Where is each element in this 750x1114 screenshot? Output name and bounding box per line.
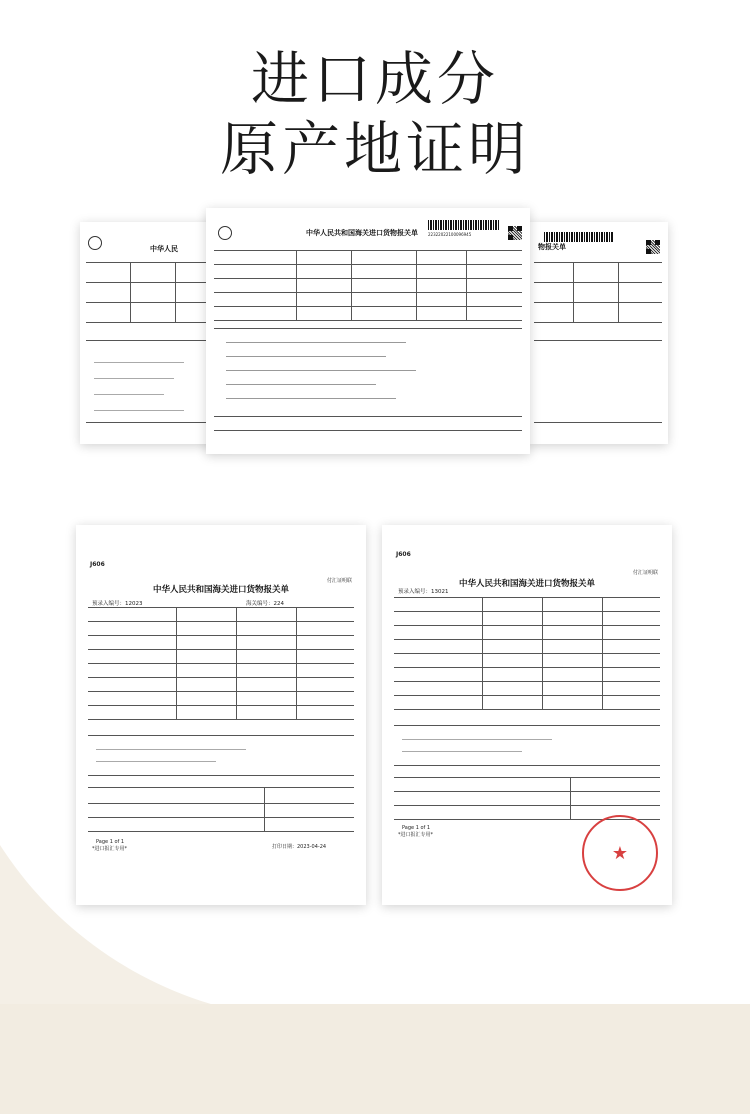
customs-doc-bottom-left — [76, 525, 366, 905]
customs-logo-icon — [88, 236, 102, 250]
doc-footer: *进口报汇专用* — [92, 846, 128, 852]
pre-entry-number: 预录入编号：12023 — [92, 601, 143, 607]
doc-code: J606 — [396, 551, 411, 558]
doc-title: 中华人民共和国海关进口货物报关单 — [458, 579, 595, 589]
barcode-icon — [428, 220, 500, 230]
qr-code-icon — [646, 240, 660, 254]
doc-title-center: 中华人民共和国海关进口货物报关单 — [306, 229, 418, 237]
copy-label: 付汇证明联 — [326, 578, 352, 584]
background-bottom-band — [0, 1004, 750, 1114]
seal-star-icon: ★ — [611, 842, 629, 864]
doc-title-left: 中华人民 — [150, 245, 178, 253]
qr-code-icon — [508, 226, 522, 240]
customs-doc-top-center — [206, 208, 530, 454]
doc-footer: *进口报汇专用* — [398, 832, 434, 838]
company-seal-stamp — [582, 815, 658, 891]
heading-line-1: 进口成分 — [250, 45, 499, 113]
heading-line-2: 原产地证明 — [219, 115, 530, 183]
page-indicator: Page 1 of 1 — [402, 825, 431, 831]
copy-label: 付汇证明联 — [632, 570, 658, 576]
customs-doc-bottom-right — [382, 525, 672, 905]
page-indicator: Page 1 of 1 — [96, 839, 125, 845]
customs-number: 海关编号：224 — [246, 601, 284, 607]
print-date: 打印日期：2023-04-24 — [272, 844, 327, 850]
doc-title: 中华人民共和国海关进口货物报关单 — [152, 585, 289, 595]
barcode-number: 22322022100096945 — [428, 232, 472, 237]
customs-doc-top-right — [528, 222, 668, 444]
barcode-icon — [544, 232, 614, 242]
doc-code: J606 — [90, 561, 105, 568]
pre-entry-number: 预录入编号：13021 — [398, 589, 449, 595]
doc-title-right: 物报关单 — [538, 243, 566, 251]
customs-logo-icon — [218, 226, 232, 240]
